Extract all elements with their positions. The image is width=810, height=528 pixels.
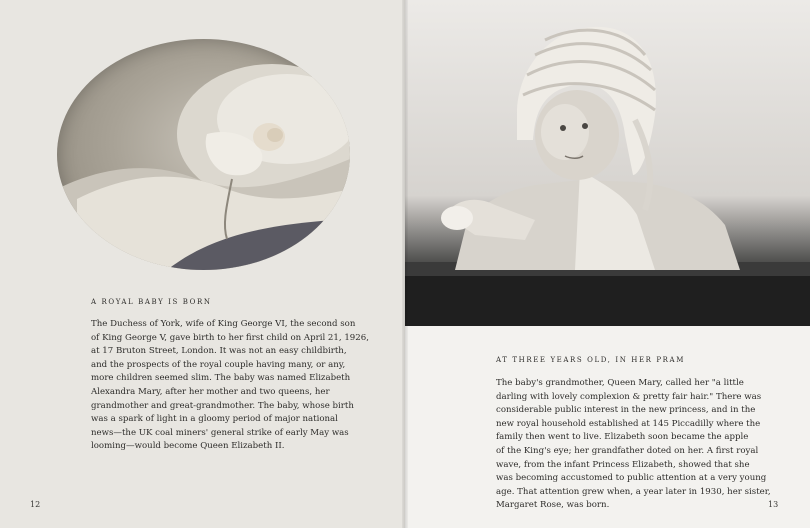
text-line: Margaret Rose, was born.: [496, 500, 610, 511]
text-line: darling with lovely complexion & pretty fair hair." There was: [496, 391, 762, 402]
text-line: looming—would become Queen Elizabeth II.: [91, 441, 285, 452]
page-number: 12: [30, 500, 41, 509]
text-line: grandmother and great-grandmother. The baby, whose birth: [91, 400, 354, 411]
text-line: of King George V, gave birth to her first child on April 21, 1926,: [91, 332, 369, 343]
photo-caption: AT THREE YEARS OLD, IN HER PRAM: [496, 356, 685, 364]
text-line: and the prospects of the royal couple having many, or any,: [91, 359, 346, 370]
baby-photo: [57, 39, 350, 270]
body-paragraph: [496, 377, 771, 513]
text-line: wave, from the infant Princess Elizabeth, showed that she: [496, 459, 750, 470]
text-line: considerable public interest in the new princess, and in the: [496, 405, 756, 416]
baby-photo-icon: [57, 39, 350, 270]
child-photo: [405, 0, 810, 326]
text-line: age. That attention grew when, a year later in 1930, her sister,: [496, 486, 771, 497]
text-line: was becoming accustomed to public attention at a very young: [496, 473, 767, 484]
book-gutter: [402, 0, 408, 528]
text-line: more children seemed slim. The baby was named Elizabeth: [91, 373, 351, 384]
child-photo-icon: [405, 0, 810, 326]
text-line: Alexandra Mary, after her mother and two queens, her: [91, 386, 330, 397]
text-line: The baby's grandmother, Queen Mary, called her "a little: [496, 378, 744, 388]
text-line: family then went to live. Elizabeth soon became the apple: [496, 432, 749, 443]
photo-caption: A ROYAL BABY IS BORN: [91, 298, 212, 306]
text-line: of the King's eye; her grandfather doted on her. A first royal: [496, 445, 759, 456]
text-line: The Duchess of York, wife of King George VI, the second son: [91, 319, 356, 329]
text-line: was a spark of light in a gloomy period of major national: [91, 414, 338, 425]
text-line: at 17 Bruton Street, London. It was not an easy childbirth,: [91, 346, 347, 357]
text-line: news—the UK coal miners' general strike of early May was: [91, 427, 349, 438]
page-number: 13: [768, 500, 779, 509]
right-page: [405, 0, 810, 528]
text-line: new royal household established at 145 Piccadilly where the: [496, 418, 761, 429]
body-paragraph: [91, 318, 369, 454]
